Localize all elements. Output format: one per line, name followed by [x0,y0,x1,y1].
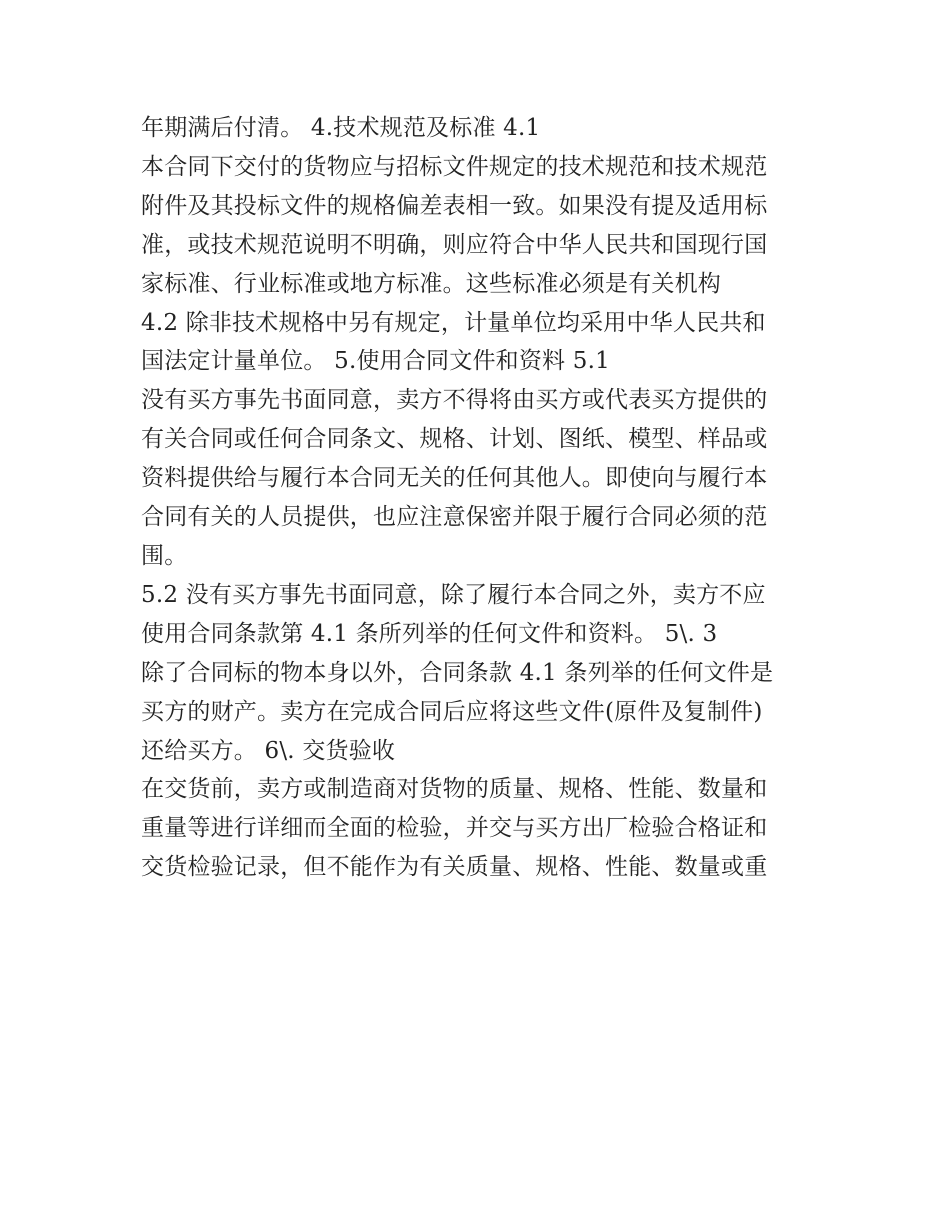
text-line: 有关合同或任何合同条文、规格、计划、图纸、模型、样品或 [141,426,768,453]
text-line: 围。 [141,542,188,569]
text-line: 附件及其投标文件的规格偏差表相一致。如果没有提及适用标 [141,192,768,219]
text-line: 在交货前，卖方或制造商对货物的质量、规格、性能、数量和 [141,776,768,803]
text-line: 交货检验记录，但不能作为有关质量、规格、性能、数量或重 [141,854,768,881]
text-line: 年期满后付清。 4.技术规范及标准 4.1 [141,115,541,141]
text-line: 合同有关的人员提供，也应注意保密并限于履行合同必须的范 [141,504,768,531]
text-line: 还给买方。 6\. 交货验收 [141,737,396,764]
text-line: 准，或技术规范说明不明确，则应符合中华人民共和国现行国 [141,231,768,258]
text-line: 资料提供给与履行本合同无关的任何其他人。即使向与履行本 [141,465,768,492]
text-line: 5.2 没有买方事先书面同意，除了履行本合同之外，卖方不应 [141,581,766,608]
document-body [141,109,831,887]
text-line: 除了合同标的物本身以外，合同条款 4.1 条列举的任何文件是 [141,659,774,686]
text-line: 使用合同条款第 4.1 条所列举的任何文件和资料。 5\. 3 [141,620,718,647]
text-line: 没有买方事先书面同意，卖方不得将由买方或代表买方提供的 [141,387,768,414]
text-line: 4.2 除非技术规格中另有规定，计量单位均采用中华人民共和 [141,309,766,336]
text-line: 国法定计量单位。 5.使用合同文件和资料 5.1 [141,348,610,375]
text-line: 买方的财产。卖方在完成合同后应将这些文件(原件及复制件) [141,698,763,725]
text-line: 本合同下交付的货物应与招标文件规定的技术规范和技术规范 [141,153,768,180]
text-line: 重量等进行详细而全面的检验，并交与买方出厂检验合格证和 [141,815,768,842]
text-line: 家标准、行业标准或地方标准。这些标准必须是有关机构 [141,270,721,297]
